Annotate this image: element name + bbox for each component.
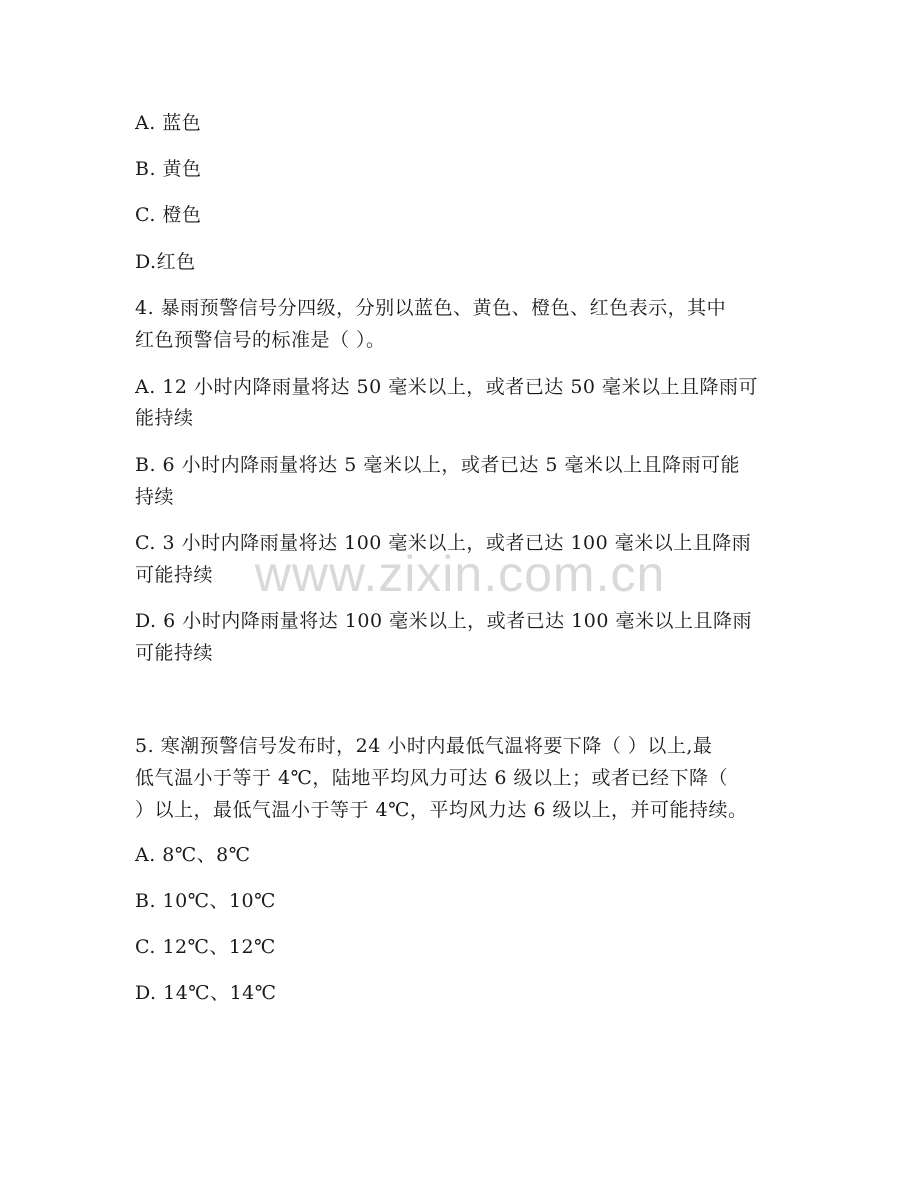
q5-stem-line-1: 5. 寒潮预警信号发布时，24 小时内最低气温将要下降（ ）以上,最 [135, 735, 713, 757]
q5-stem-line-3: ）以上，最低气温小于等于 4℃，平均风力达 6 级以上，并可能持续。 [135, 799, 748, 821]
q4-option-d-line-1: D. 6 小时内降雨量将达 100 毫米以上，或者已达 100 毫米以上且降雨 [135, 610, 752, 632]
q4-option-c-line-1: C. 3 小时内降雨量将达 100 毫米以上，或者已达 100 毫米以上且降雨 [135, 532, 752, 554]
q3-option-a: A. 蓝色 [135, 112, 202, 134]
q4-option-b-line-2: 持续 [135, 486, 175, 508]
q5-option-a: A. 8℃、8℃ [135, 844, 251, 866]
q4-option-c-line-2: 可能持续 [135, 564, 214, 586]
q5-stem-line-2: 低气温小于等于 4℃，陆地平均风力可达 6 级以上；或者已经下降（ [135, 767, 729, 789]
watermark: www.zixin.com.cn [254, 546, 666, 602]
q4-stem-line-1: 4. 暴雨预警信号分四级，分别以蓝色、黄色、橙色、红色表示，其中 [135, 297, 727, 319]
q4-option-b-line-1: B. 6 小时内降雨量将达 5 毫米以上，或者已达 5 毫米以上且降雨可能 [135, 454, 741, 476]
q3-option-b: B. 黄色 [135, 158, 202, 180]
q3-option-d: D.红色 [135, 251, 196, 273]
q5-option-d: D. 14℃、14℃ [135, 982, 277, 1004]
q4-stem-line-2: 红色预警信号的标准是（ ）。 [135, 329, 386, 351]
q4-option-d-line-2: 可能持续 [135, 642, 214, 664]
q5-option-c: C. 12℃、12℃ [135, 936, 276, 958]
q5-option-b: B. 10℃、10℃ [135, 890, 276, 912]
q4-option-a-line-1: A. 12 小时内降雨量将达 50 毫米以上，或者已达 50 毫米以上且降雨可 [135, 376, 759, 398]
q3-option-c: C. 橙色 [135, 204, 202, 226]
q4-option-a-line-2: 能持续 [135, 407, 194, 429]
